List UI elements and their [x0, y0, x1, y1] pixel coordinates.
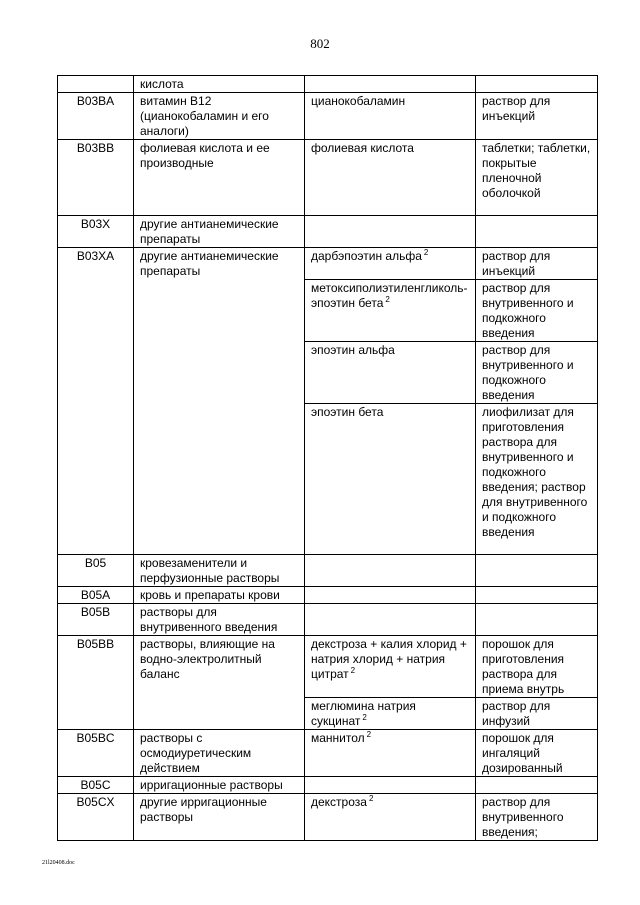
dosage-form-cell — [476, 76, 598, 93]
table-row — [58, 587, 598, 604]
drug-name: цианокобаламин — [311, 94, 406, 108]
dosage-form-cell: раствор для внутривенного и подкожного введения — [476, 342, 598, 404]
footnote-marker: 2 — [423, 248, 429, 257]
drug-name-cell — [305, 777, 476, 794]
atc-code-cell: B05C — [58, 777, 134, 794]
drug-name: фолиевая кислота — [311, 141, 414, 155]
atc-code-cell: B03X — [58, 216, 134, 248]
dosage-form-cell: раствор для внутривенного и подкожного введения — [476, 280, 598, 342]
footer-document-name: 21l20408.doc — [42, 860, 75, 866]
drug-name-cell — [305, 216, 476, 248]
table-row — [58, 93, 598, 140]
dosage-form-cell: раствор для инъекций — [476, 93, 598, 140]
anatomical-group-cell: другие антианемические препараты — [134, 248, 305, 555]
anatomical-group-cell: витамин B12 (цианокобаламин и его аналоги) — [134, 93, 305, 140]
table-row — [58, 140, 598, 216]
anatomical-group-cell: ирригационные растворы — [134, 777, 305, 794]
anatomical-group-cell: растворы, влияющие на водно-электролитный баланс — [134, 636, 305, 730]
dosage-form-cell: порошок для приготовления раствора для приема внутрь — [476, 636, 598, 698]
atc-code-cell — [58, 76, 134, 93]
drug-name-cell — [305, 93, 476, 140]
dosage-form-cell: раствор для инфузий — [476, 698, 598, 730]
drug-table-body — [58, 76, 598, 841]
footnote-marker: 2 — [350, 666, 356, 675]
footnote-marker: 2 — [385, 295, 390, 304]
table-row — [58, 794, 598, 841]
drug-name-cell — [305, 794, 476, 841]
table-row — [58, 777, 598, 794]
dosage-form-cell: таблетки; таблетки, покрытые пленочной оболочкой — [476, 140, 598, 216]
drug-name-cell — [305, 342, 476, 404]
atc-code-cell: B03BB — [58, 140, 134, 216]
dosage-form-cell — [476, 777, 598, 794]
dosage-form-cell: раствор для инъекций — [476, 248, 598, 280]
dosage-form-cell — [476, 216, 598, 248]
drug-name: меглюмина натрия сукцинат — [311, 699, 416, 728]
table-row — [58, 636, 598, 698]
drug-name-cell — [305, 248, 476, 280]
table-row — [58, 730, 598, 777]
anatomical-group-cell: кислота — [134, 76, 305, 93]
drug-name-cell — [305, 698, 476, 730]
dosage-form-cell: порошок для ингаляций дозированный — [476, 730, 598, 777]
atc-code-cell: B03BA — [58, 93, 134, 140]
drug-name: декстроза — [311, 795, 367, 809]
drug-name: эпоэтин бета — [311, 405, 384, 419]
atc-code-cell: B05B — [58, 604, 134, 636]
atc-code-cell: B05BB — [58, 636, 134, 730]
drug-name: дарбэпоэтин альфа — [311, 249, 422, 263]
drug-name-cell — [305, 280, 476, 342]
table-row — [58, 604, 598, 636]
anatomical-group-cell: другие ирригационные растворы — [134, 794, 305, 841]
atc-code-cell: B05CX — [58, 794, 134, 841]
dosage-form-cell — [476, 587, 598, 604]
atc-code-cell: B05 — [58, 555, 134, 587]
drug-name: декстроза + калия хлорид + натрия хлорид + натрия цитрат — [311, 637, 467, 681]
dosage-form-cell — [476, 604, 598, 636]
anatomical-group-cell: кровь и препараты крови — [134, 587, 305, 604]
dosage-form-cell: раствор для внутривенного введения; — [476, 794, 598, 841]
footnote-marker: 2 — [366, 730, 372, 739]
drug-name-cell — [305, 604, 476, 636]
anatomical-group-cell: другие антианемические препараты — [134, 216, 305, 248]
drug-name-cell — [305, 76, 476, 93]
table-row — [58, 555, 598, 587]
drug-name-cell — [305, 587, 476, 604]
drug-name-cell — [305, 730, 476, 777]
atc-code-cell: B03XA — [58, 248, 134, 555]
drug-name-cell — [305, 140, 476, 216]
dosage-form-cell: лиофилизат для приготовления раствора для внутривенного и подкожного введения; раствор для внутривенного и подкожного введения — [476, 404, 598, 555]
drug-name: метоксиполиэтиленгликоль-эпоэтин бета — [311, 281, 468, 310]
table-row — [58, 76, 598, 93]
anatomical-group-cell: растворы с осмодиуретическим действием — [134, 730, 305, 777]
dosage-form-cell — [476, 555, 598, 587]
drug-name-cell — [305, 555, 476, 587]
footnote-marker: 2 — [362, 713, 367, 722]
anatomical-group-cell: кровезаменители и перфузионные растворы — [134, 555, 305, 587]
drug-name-cell — [305, 404, 476, 555]
drug-table — [57, 75, 598, 841]
atc-code-cell: B05A — [58, 587, 134, 604]
drug-name: эпоэтин альфа — [311, 343, 395, 357]
anatomical-group-cell: растворы для внутривенного введения — [134, 604, 305, 636]
drug-name: маннитол — [311, 731, 365, 745]
drug-name-cell — [305, 636, 476, 698]
footnote-marker: 2 — [368, 794, 374, 803]
atc-code-cell: B05BC — [58, 730, 134, 777]
page-number: 802 — [310, 36, 330, 51]
table-row — [58, 248, 598, 280]
anatomical-group-cell: фолиевая кислота и ее производные — [134, 140, 305, 216]
table-row — [58, 216, 598, 248]
